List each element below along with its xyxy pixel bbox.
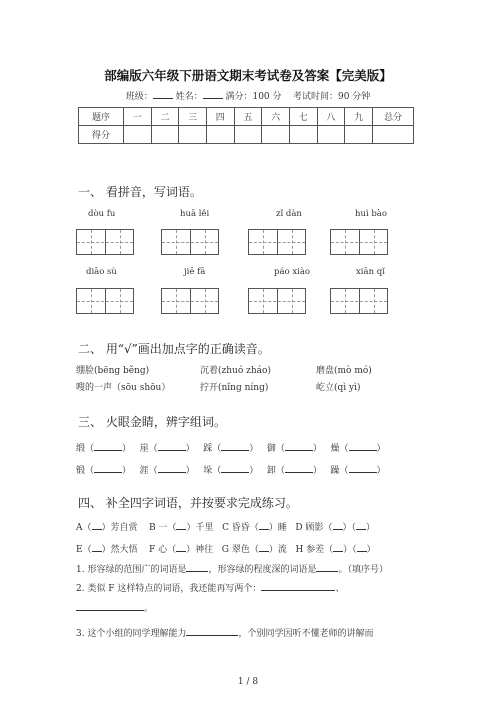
score-cell[interactable] bbox=[262, 126, 290, 144]
row-label: 得分 bbox=[79, 126, 124, 144]
answer-blank[interactable] bbox=[285, 440, 313, 451]
class-label: 班级： bbox=[125, 92, 153, 102]
idiom-blank[interactable] bbox=[356, 519, 366, 530]
name-blank bbox=[203, 89, 223, 99]
pinyin-label: huā lěi bbox=[180, 209, 210, 219]
char-group-row: 锻（ ） 涯（ ） 垛（ ） 卸（ ） 躁（ ） bbox=[76, 462, 386, 476]
question-1: 1. 形容绿的范围广的词语是 ，形容绿的程度深的词语是 。（填序号） bbox=[76, 561, 388, 575]
page-number: 1 / 8 bbox=[237, 677, 259, 687]
score-table bbox=[78, 107, 414, 144]
idiom-blank[interactable] bbox=[259, 541, 269, 552]
question-2: 2. 类似 F 这样特点的词语，我还能再写两个： 、 bbox=[76, 580, 344, 594]
time-label: 考试时间：90 分钟 bbox=[292, 92, 371, 102]
idiom-row: A（ ）芳自赏 B 一（ ）千里 C 昏昏（ ）睡 D 顾影（ ）（ ） bbox=[76, 519, 375, 533]
answer-blank[interactable] bbox=[186, 561, 208, 572]
score-cell[interactable] bbox=[179, 126, 207, 144]
header-cell: 题序 bbox=[79, 108, 124, 126]
header-cell: 三 bbox=[179, 108, 207, 126]
char-item: 锻（ bbox=[76, 466, 95, 476]
score-cell[interactable] bbox=[317, 126, 345, 144]
char-group-row: 缎（ ） 崖（ ） 踩（ ） 御（ ） 燥（ ） bbox=[76, 440, 386, 454]
writing-grid[interactable] bbox=[330, 229, 388, 255]
answer-blank[interactable] bbox=[349, 462, 377, 473]
header-cell: 九 bbox=[345, 108, 373, 126]
header-cell: 二 bbox=[151, 108, 179, 126]
char-item: 躁（ bbox=[330, 466, 349, 476]
idiom-blank[interactable] bbox=[92, 519, 102, 530]
header-cell: 五 bbox=[234, 108, 262, 126]
answer-blank[interactable] bbox=[349, 440, 377, 451]
pinyin-label: jiē fā bbox=[184, 267, 206, 277]
section3-title: 三、 火眼金睛，辨字组词。 bbox=[78, 415, 226, 429]
header-cell: 八 bbox=[317, 108, 345, 126]
answer-blank[interactable] bbox=[221, 462, 249, 473]
idiom-blank[interactable] bbox=[176, 541, 186, 552]
question-2-cont: 。 bbox=[76, 600, 153, 614]
answer-blank[interactable] bbox=[316, 561, 338, 572]
writing-grid[interactable] bbox=[161, 229, 219, 255]
section1-title: 一、 看拼音，写词语。 bbox=[78, 185, 202, 199]
answer-blank[interactable] bbox=[261, 580, 335, 591]
answer-blank[interactable] bbox=[186, 625, 238, 636]
char-item: 垛（ bbox=[203, 466, 222, 476]
header-cell: 总分 bbox=[373, 108, 414, 126]
reading-item[interactable]: 绷脸(bēng běng) bbox=[76, 366, 150, 376]
reading-item[interactable]: 磨盘(mò mó) bbox=[316, 366, 372, 376]
char-item: 御（ bbox=[266, 444, 285, 454]
pinyin-label: páo xiào bbox=[274, 267, 311, 277]
reading-item[interactable]: 沉着(zhuó zháo) bbox=[200, 366, 271, 376]
char-item: 缎（ bbox=[76, 444, 95, 454]
pinyin-label: huì bào bbox=[355, 209, 387, 219]
writing-grid[interactable] bbox=[76, 229, 134, 255]
idiom-blank[interactable] bbox=[259, 519, 269, 530]
pinyin-label: xiān qǐ bbox=[356, 267, 385, 277]
writing-grid[interactable] bbox=[248, 229, 306, 255]
char-item: 卸（ bbox=[266, 466, 285, 476]
idiom-blank[interactable] bbox=[357, 541, 367, 552]
score-table-header bbox=[79, 108, 414, 126]
pinyin-label: dòu fu bbox=[88, 209, 116, 219]
header-cell: 六 bbox=[262, 108, 290, 126]
header-cell: 七 bbox=[289, 108, 317, 126]
header-cell: 一 bbox=[124, 108, 152, 126]
reading-item[interactable]: 嗖的一声（sōu shōu） bbox=[76, 383, 171, 393]
char-item: 涯（ bbox=[139, 466, 158, 476]
score-label: 满分：100 分 bbox=[225, 92, 282, 102]
char-item: 崖（ bbox=[139, 444, 158, 454]
score-table-row bbox=[79, 126, 414, 144]
idiom-blank[interactable] bbox=[92, 541, 102, 552]
reading-item[interactable]: 屹立(qì yì) bbox=[316, 383, 361, 393]
score-cell[interactable] bbox=[124, 126, 152, 144]
score-cell[interactable] bbox=[151, 126, 179, 144]
class-blank bbox=[153, 89, 173, 99]
writing-grid[interactable] bbox=[248, 288, 306, 314]
reading-item[interactable]: 拧开(nǐng níng) bbox=[200, 383, 269, 393]
page-title: 部编版六年级下册语文期末考试卷及答案【完美版】 bbox=[104, 68, 392, 83]
score-cell[interactable] bbox=[234, 126, 262, 144]
header-cell: 四 bbox=[206, 108, 234, 126]
score-cell[interactable] bbox=[206, 126, 234, 144]
answer-blank[interactable] bbox=[221, 440, 249, 451]
answer-blank[interactable] bbox=[94, 462, 122, 473]
name-label: 姓名： bbox=[175, 92, 203, 102]
answer-blank[interactable] bbox=[76, 600, 144, 611]
answer-blank[interactable] bbox=[94, 440, 122, 451]
char-item: 踩（ bbox=[203, 444, 222, 454]
pinyin-label: zǐ dàn bbox=[276, 209, 302, 219]
score-cell[interactable] bbox=[345, 126, 373, 144]
exam-info bbox=[0, 89, 496, 102]
writing-grid[interactable] bbox=[76, 288, 134, 314]
score-cell[interactable] bbox=[373, 126, 414, 144]
writing-grid[interactable] bbox=[330, 288, 388, 314]
idiom-row: E（ ）然大悟 F 心（ ）神往 G 翠色（ ）流 H 参差（ ）（ ） bbox=[76, 541, 376, 555]
idiom-blank[interactable] bbox=[333, 519, 343, 530]
question-3: 3. 这个小组的同学理解能力 ，个别同学因听不懂老师的讲解而 bbox=[76, 625, 373, 639]
section4-title: 四、 补全四字词语，并按要求完成练习。 bbox=[78, 496, 298, 510]
pinyin-label: diāo sù bbox=[86, 267, 117, 277]
score-cell[interactable] bbox=[289, 126, 317, 144]
section2-title: 二、 用“√”画出加点字的正确读音。 bbox=[78, 342, 270, 356]
char-item: 燥（ bbox=[330, 444, 349, 454]
answer-blank[interactable] bbox=[285, 462, 313, 473]
writing-grid[interactable] bbox=[161, 288, 219, 314]
answer-blank[interactable] bbox=[158, 440, 186, 451]
answer-blank[interactable] bbox=[158, 462, 186, 473]
idiom-blank[interactable] bbox=[333, 541, 343, 552]
idiom-blank[interactable] bbox=[176, 519, 186, 530]
